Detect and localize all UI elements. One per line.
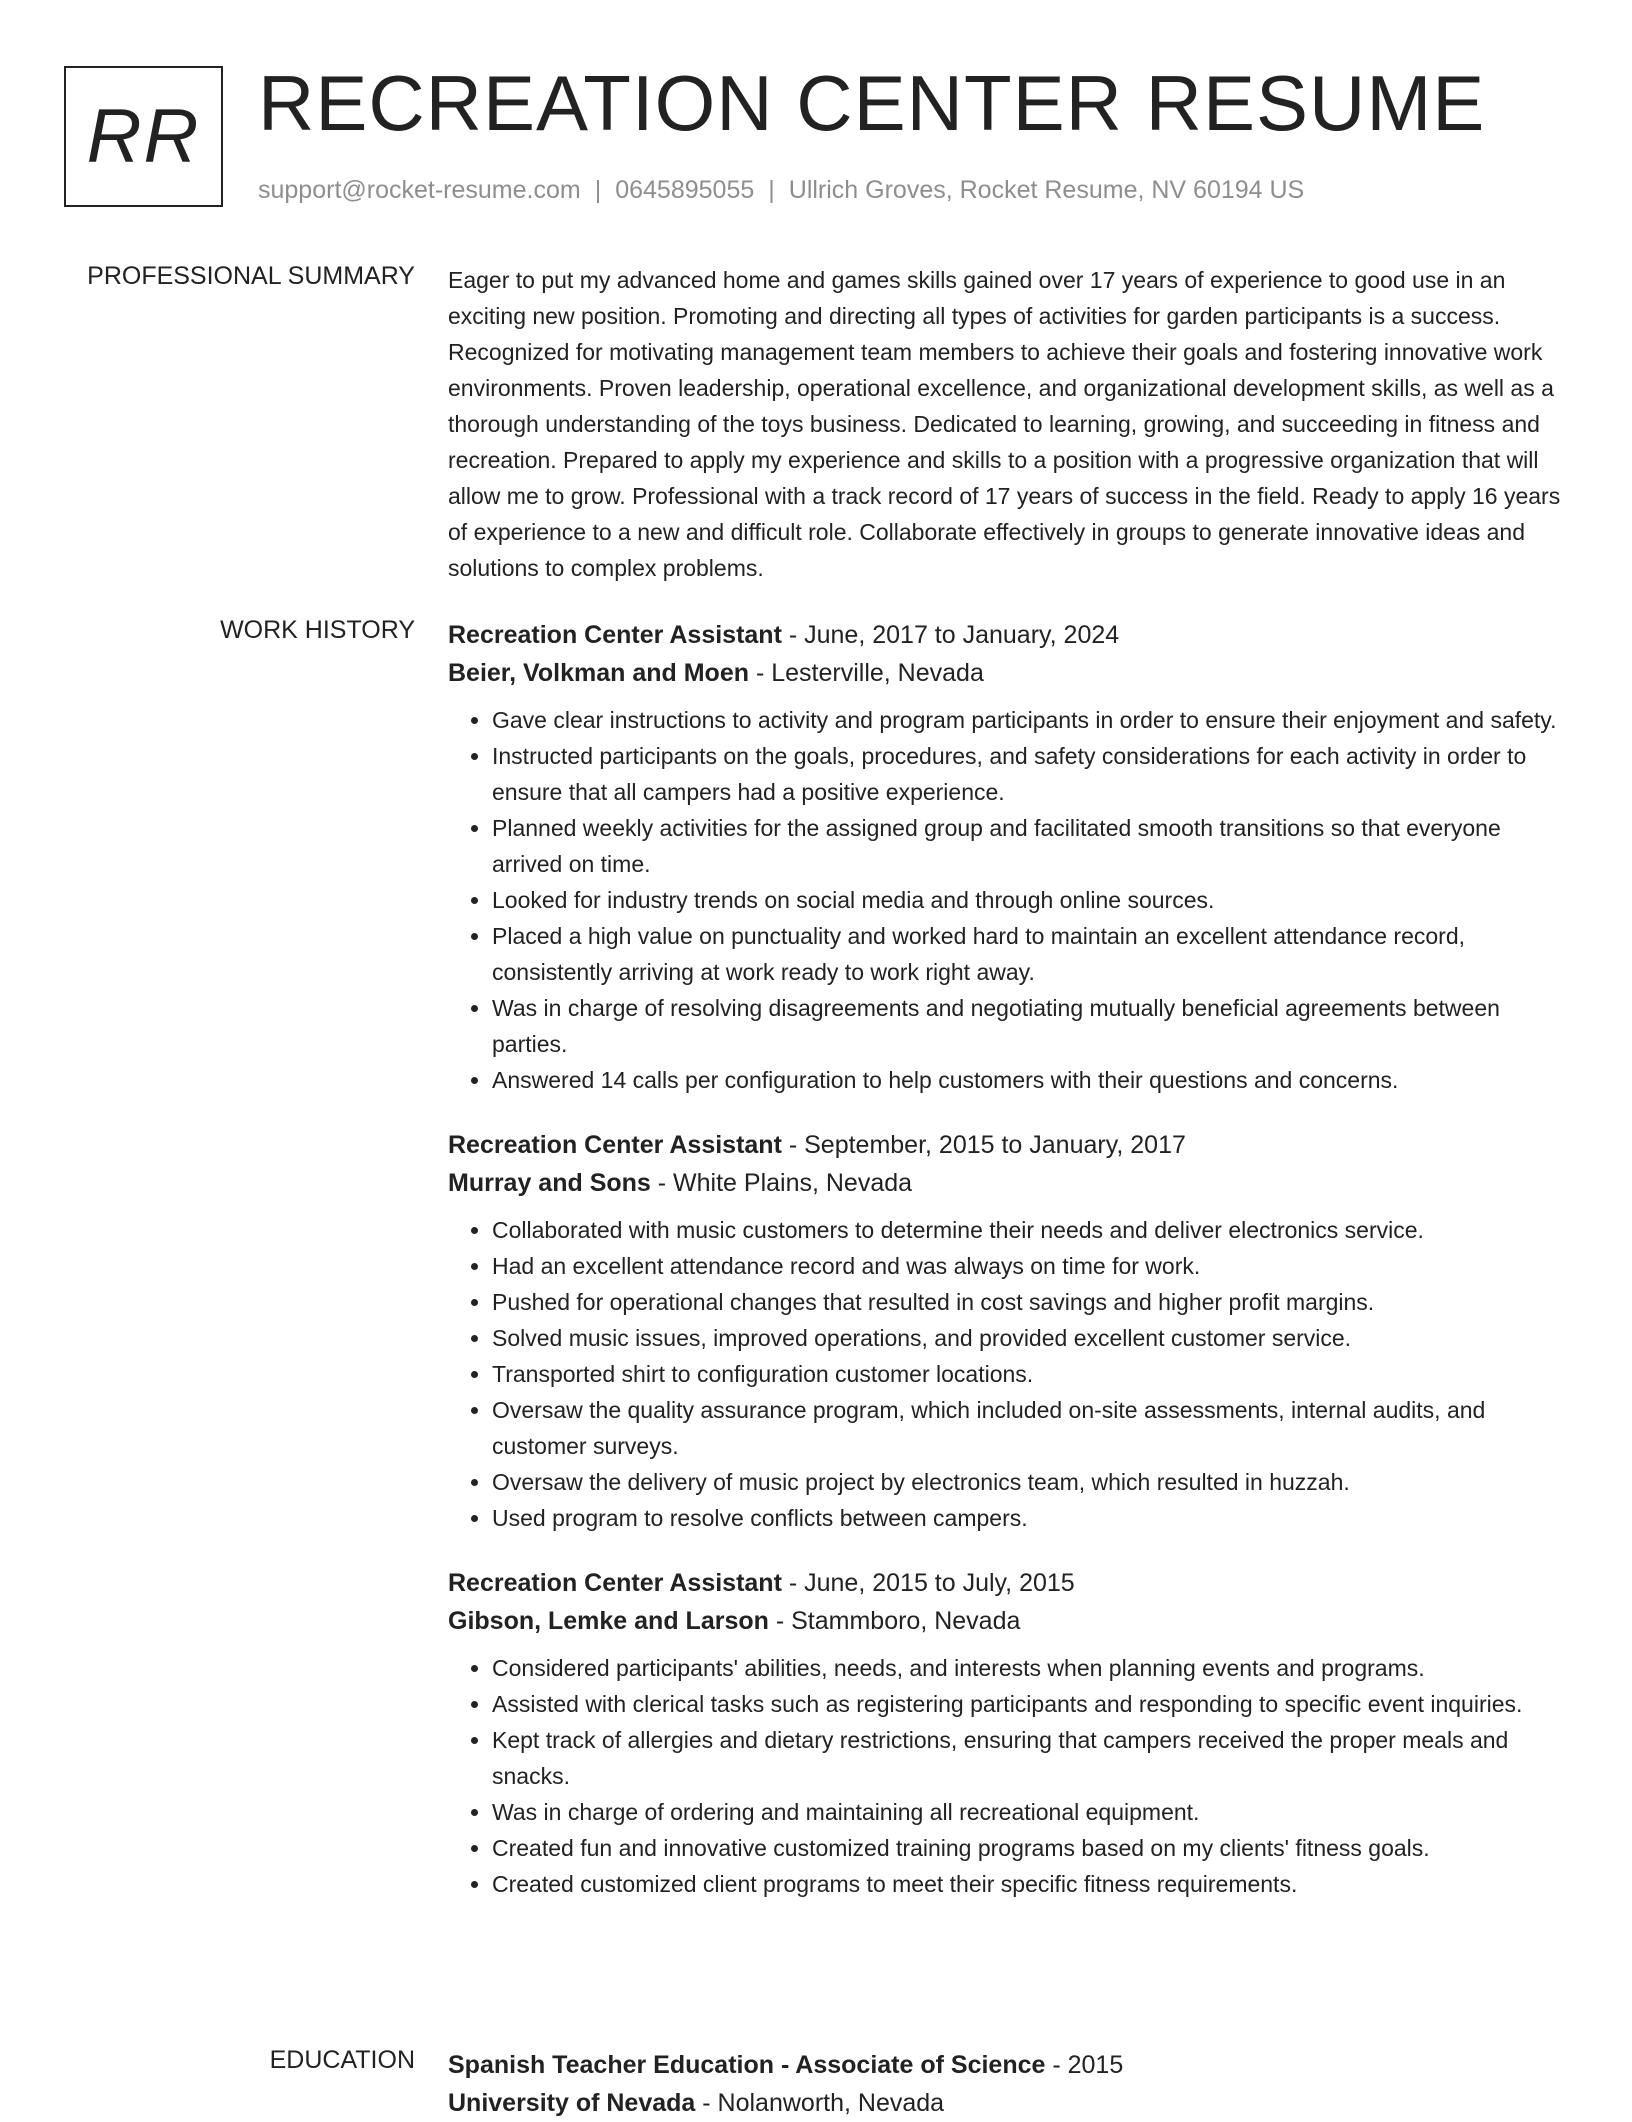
- bullet-item: • Considered participants' abilities, needs, and interests when planning events and programs.: [492, 1650, 1572, 1686]
- job-title: Recreation Center Assistant: [448, 621, 782, 649]
- job-company-line: [448, 1164, 1572, 1202]
- bullet-item: • Planned weekly activities for the assigned group and facilitated smooth transitions so that everyone arrived on time.: [492, 810, 1572, 882]
- job-company: Murray and Sons: [448, 1169, 651, 1197]
- job-title-line: [448, 616, 1572, 654]
- bullet-item: • Had an excellent attendance record and was always on time for work.: [492, 1248, 1572, 1284]
- summary-body: [448, 262, 1572, 586]
- education-school: University of Nevada: [448, 2089, 696, 2117]
- education-degree: Spanish Teacher Education - Associate of Science: [448, 2051, 1046, 2079]
- bullet-item: • Gave clear instructions to activity and program participants in order to ensure their enjoyment and safety.: [492, 702, 1572, 738]
- resume-title: RECREATION CENTER RESUME: [258, 59, 1486, 147]
- contact-address: Ullrich Groves, Rocket Resume, NV 60194 US: [788, 176, 1305, 204]
- bullet-item: • Pushed for operational changes that resulted in cost savings and higher profit margins.: [492, 1284, 1572, 1320]
- job-location: - Lesterville, Nevada: [749, 659, 984, 687]
- bullet-item: • Answered 14 calls per configuration to help customers with their questions and concerns.: [492, 1062, 1572, 1098]
- job-entry: [448, 616, 1572, 1098]
- job-dates: - June, 2017 to January, 2024: [781, 621, 1120, 649]
- job-company-line: [448, 654, 1572, 692]
- job-title-line: [448, 1126, 1572, 1164]
- education-year: - 2015: [1045, 2051, 1124, 2079]
- bullet-item: • Created fun and innovative customized training programs based on my clients' fitness goals.: [492, 1830, 1572, 1866]
- bullet-item: • Was in charge of ordering and maintaining all recreational equipment.: [492, 1794, 1572, 1830]
- bullet-item: • Transported shirt to configuration customer locations.: [492, 1356, 1572, 1392]
- job-title: Recreation Center Assistant: [448, 1569, 782, 1597]
- bullet-item: • Was in charge of resolving disagreements and negotiating mutually beneficial agreements between parties.: [492, 990, 1572, 1062]
- bullet-item: • Oversaw the delivery of music project by electronics team, which resulted in huzzah.: [492, 1464, 1572, 1500]
- contact-phone: 0645895055: [615, 176, 755, 204]
- summary-label: PROFESSIONAL SUMMARY: [87, 262, 415, 290]
- education-label: EDUCATION: [269, 2046, 415, 2074]
- job-location: - Stammboro, Nevada: [768, 1607, 1021, 1635]
- bullet-item: • Used program to resolve conflicts between campers.: [492, 1500, 1572, 1536]
- job-location: - White Plains, Nevada: [650, 1169, 913, 1197]
- education-body: [448, 2046, 1572, 2122]
- job-entry: [448, 1126, 1572, 1536]
- bullet-item: • Placed a high value on punctuality and worked hard to maintain an excellent attendance record, consistently arriving at work ready to work right away.: [492, 918, 1572, 990]
- job-company-line: [448, 1602, 1572, 1640]
- education-school-line: [448, 2084, 1572, 2122]
- job-bullets: [448, 702, 1572, 1098]
- job-bullets: [448, 1212, 1572, 1536]
- bullet-item: • Solved music issues, improved operations, and provided excellent customer service.: [492, 1320, 1572, 1356]
- bullet-item: • Instructed participants on the goals, procedures, and safety considerations for each activity in order to ensure that all campers had a positive experience.: [492, 738, 1572, 810]
- bullet-item: • Looked for industry trends on social media and through online sources.: [492, 882, 1572, 918]
- job-entry: [448, 1564, 1572, 1902]
- job-company: Gibson, Lemke and Larson: [448, 1607, 769, 1635]
- summary-text: Eager to put my advanced home and games skills gained over 17 years of experience to good use in an exciting new position. Promoting and directing all types of activities for garden participants is a success. Recognized for motivating management team members to achieve their goals and fostering innovative work environments. Proven leadership, operational excellence, and organizational development skills, as well as a thorough understanding of the toys business. Dedicated to learning, growing, and succeeding in fitness and recreation. Prepared to apply my experience and skills to a position with a progressive organization that will allow me to grow. Professional with a track record of 17 years of success in the field. Ready to apply 16 years of experience to a new and difficult role. Collaborate effectively in groups to generate innovative ideas and solutions to complex problems.: [448, 267, 1561, 581]
- contact-email: support@rocket-resume.com: [258, 176, 581, 204]
- job-bullets: [448, 1650, 1572, 1902]
- bullet-item: • Oversaw the quality assurance program, which included on-site assessments, internal audits, and customer surveys.: [492, 1392, 1572, 1464]
- education-degree-line: [448, 2046, 1572, 2084]
- contact-separator: |: [594, 176, 602, 204]
- bullet-item: • Created customized client programs to meet their specific fitness requirements.: [492, 1866, 1572, 1902]
- education-location: - Nolanworth, Nevada: [695, 2089, 945, 2117]
- monogram-initials: RR: [64, 66, 223, 207]
- job-dates: - September, 2015 to January, 2017: [781, 1131, 1186, 1159]
- job-title-line: [448, 1564, 1572, 1602]
- work-history-body: [448, 616, 1572, 1930]
- job-title: Recreation Center Assistant: [448, 1131, 782, 1159]
- bullet-item: • Collaborated with music customers to determine their needs and deliver electronics service.: [492, 1212, 1572, 1248]
- bullet-item: • Assisted with clerical tasks such as registering participants and responding to specific event inquiries.: [492, 1686, 1572, 1722]
- bullet-item: • Kept track of allergies and dietary restrictions, ensuring that campers received the proper meals and snacks.: [492, 1722, 1572, 1794]
- work-history-label: WORK HISTORY: [220, 616, 415, 644]
- contact-line: [258, 176, 1304, 205]
- job-dates: - June, 2015 to July, 2015: [781, 1569, 1075, 1597]
- job-company: Beier, Volkman and Moen: [448, 659, 750, 687]
- contact-separator: |: [768, 176, 775, 204]
